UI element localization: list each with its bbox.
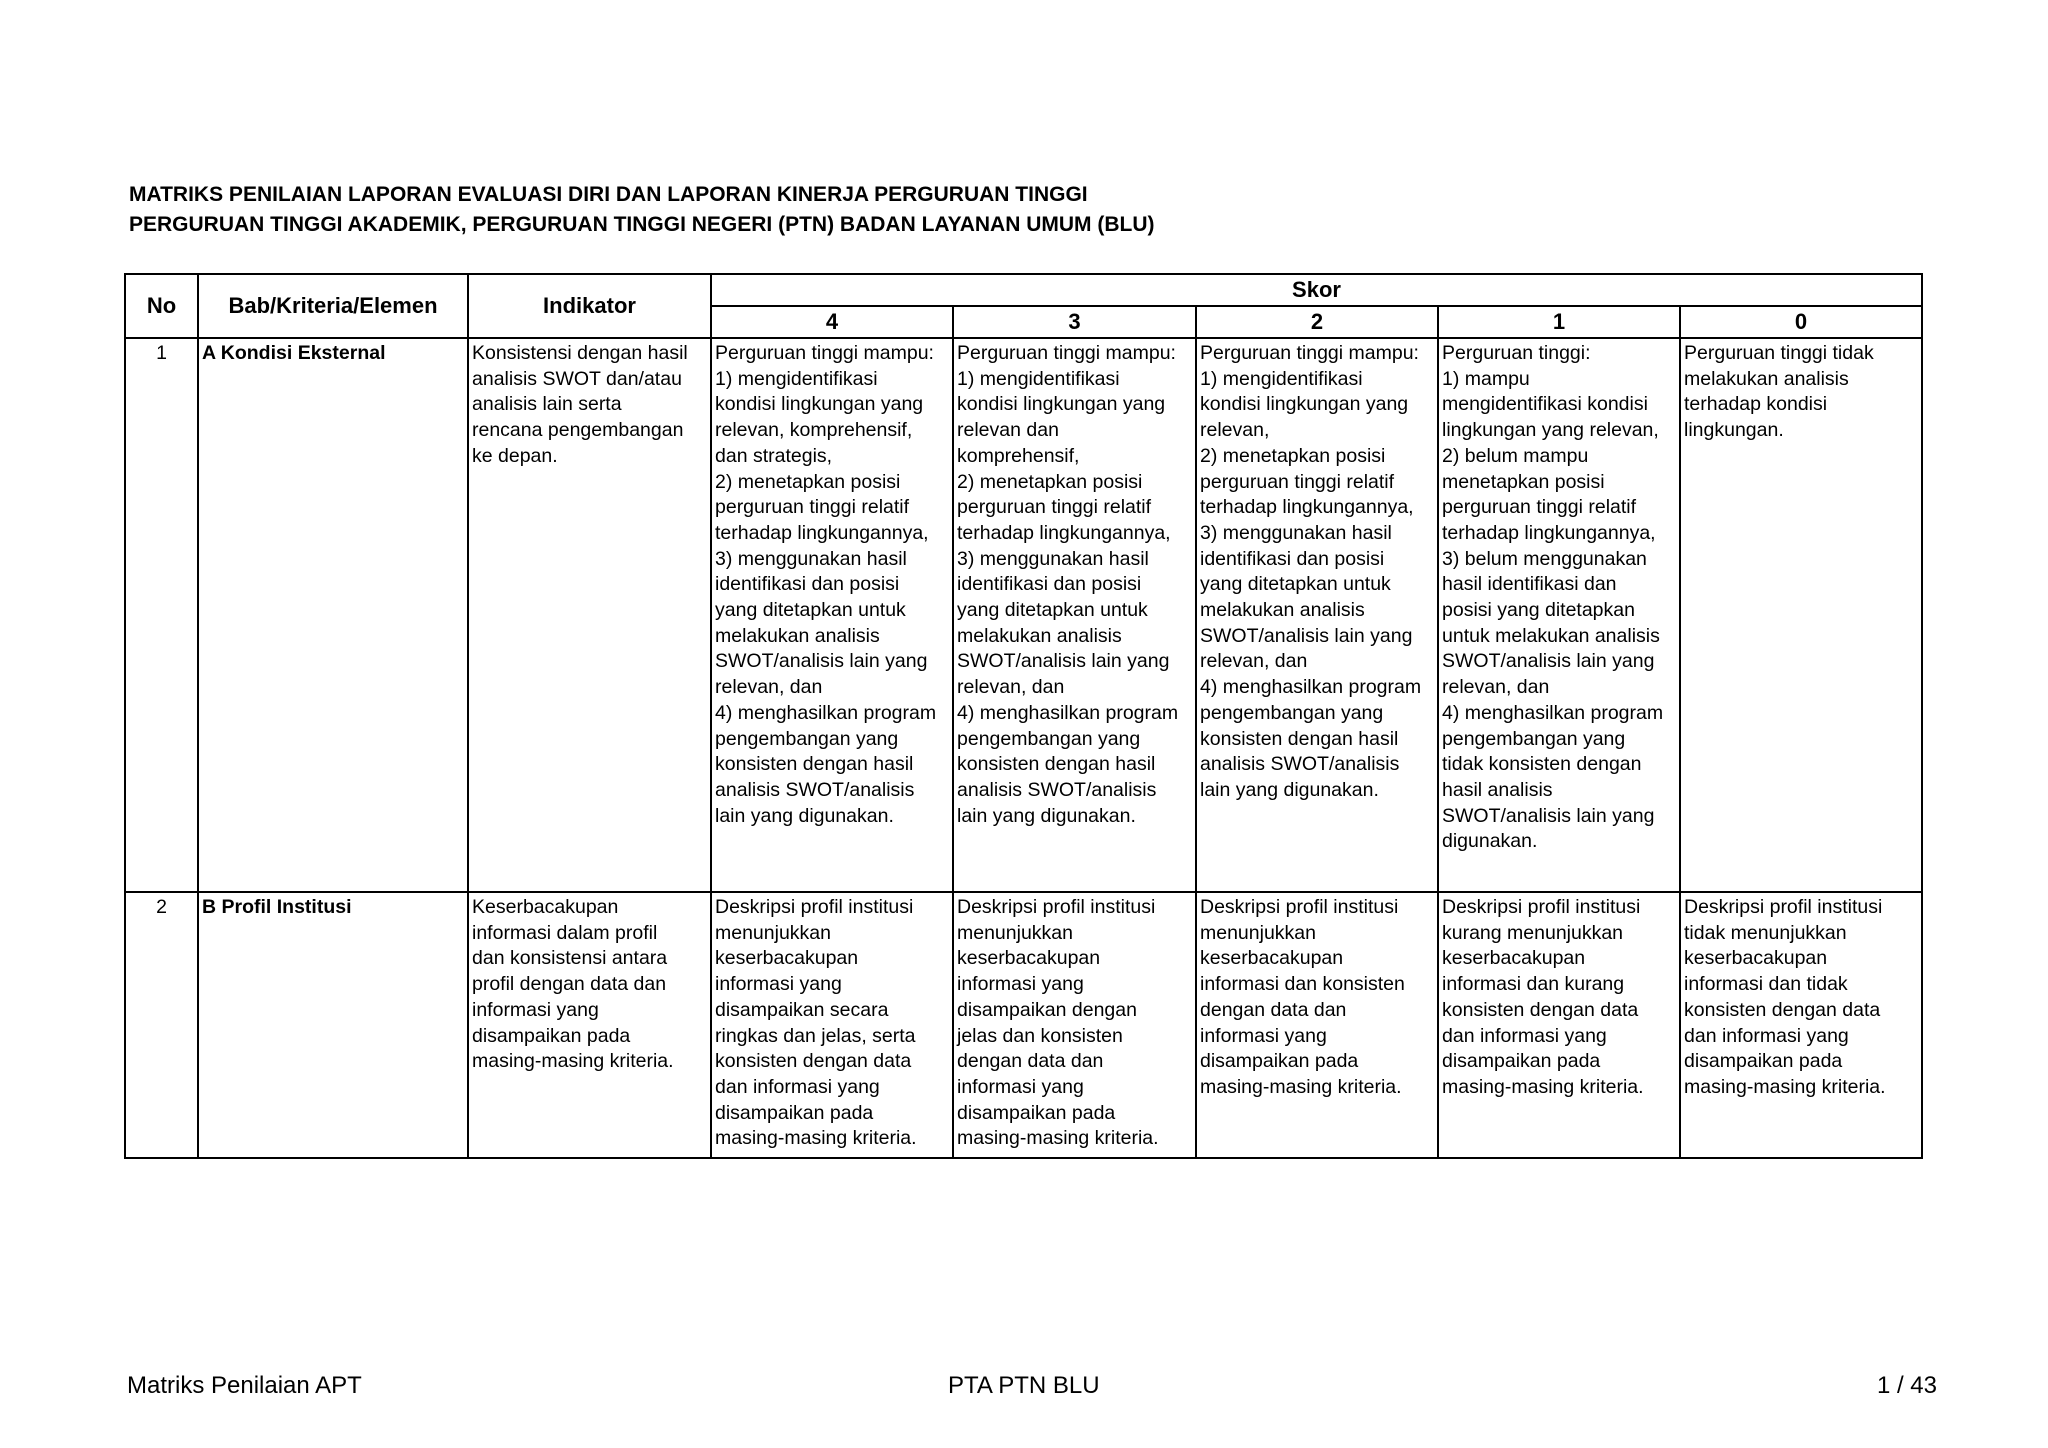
indicator-cell: Konsistensi dengan hasil analisis SWOT dan/atau analisis lain serta rencana pengembangan ke depan. — [468, 338, 711, 892]
score-4-cell: Deskripsi profil institusi menunjukkan keserbacakupan informasi yang disampaikan secara ringkas dan jelas, serta konsisten dengan data dan informasi yang disampaikan pada masing-masing kriteria. — [711, 892, 953, 1158]
score-4-cell: Perguruan tinggi mampu: 1) mengidentifikasi kondisi lingkungan yang relevan, komprehensif, dan strategis, 2) menetapkan posisi perguruan tinggi relatif terhadap lingkungannya, 3) menggunakan hasil identifikasi dan posisi yang ditetapkan untuk melakukan analisis SWOT/analisis lain yang relevan, dan 4) menghasilkan program pengembangan yang konsisten dengan hasil analisis SWOT/analisis lain yang digunakan. — [711, 338, 953, 892]
indicator-cell: Keserbacakupan informasi dalam profil dan konsistensi antara profil dengan data dan informasi yang disampaikan pada masing-masing kriteria. — [468, 892, 711, 1158]
header-no: No — [125, 274, 198, 338]
header-score-3: 3 — [953, 306, 1196, 338]
header-criteria: Bab/Kriteria/Elemen — [198, 274, 468, 338]
footer-center-text: PTA PTN BLU — [948, 1372, 1100, 1399]
score-0-cell: Deskripsi profil institusi tidak menunjukkan keserbacakupan informasi dan tidak konsisten dengan data dan informasi yang disampaikan pada masing-masing kriteria. — [1680, 892, 1922, 1158]
header-row — [125, 274, 1922, 306]
header-score-0: 0 — [1680, 306, 1922, 338]
header-score-1: 1 — [1438, 306, 1680, 338]
assessment-matrix-table — [124, 273, 1923, 1159]
score-2-cell: Perguruan tinggi mampu: 1) mengidentifikasi kondisi lingkungan yang relevan, 2) menetapkan posisi perguruan tinggi relatif terhadap lingkungannya, 3) menggunakan hasil identifikasi dan posisi yang ditetapkan untuk melakukan analisis SWOT/analisis lain yang relevan, dan 4) menghasilkan program pengembangan yang konsisten dengan hasil analisis SWOT/analisis lain yang digunakan. — [1196, 338, 1438, 892]
score-1-cell: Perguruan tinggi: 1) mampu mengidentifikasi kondisi lingkungan yang relevan, 2) belum mampu menetapkan posisi perguruan tinggi relatif terhadap lingkungannya, 3) belum menggunakan hasil identifikasi dan posisi yang ditetapkan untuk melakukan analisis SWOT/analisis lain yang relevan, dan 4) menghasilkan program pengembangan yang tidak konsisten dengan hasil analisis SWOT/analisis lain yang digunakan. — [1438, 338, 1680, 892]
criteria-cell: A Kondisi Eksternal — [198, 338, 468, 892]
table-row — [125, 338, 1922, 892]
row-number: 1 — [125, 338, 198, 892]
row-number: 2 — [125, 892, 198, 1158]
document-title — [129, 180, 1929, 240]
score-1-cell: Deskripsi profil institusi kurang menunjukkan keserbacakupan informasi dan kurang konsisten dengan data dan informasi yang disampaikan pada masing-masing kriteria. — [1438, 892, 1680, 1158]
header-score-4: 4 — [711, 306, 953, 338]
score-2-cell: Deskripsi profil institusi menunjukkan keserbacakupan informasi dan konsisten dengan data dan informasi yang disampaikan pada masing-masing kriteria. — [1196, 892, 1438, 1158]
table-row — [125, 892, 1922, 1158]
footer-left-text: Matriks Penilaian APT — [127, 1372, 362, 1399]
score-3-cell: Deskripsi profil institusi menunjukkan keserbacakupan informasi yang disampaikan dengan jelas dan konsisten dengan data dan informasi yang disampaikan pada masing-masing kriteria. — [953, 892, 1196, 1158]
title-line-1: MATRIKS PENILAIAN LAPORAN EVALUASI DIRI DAN LAPORAN KINERJA PERGURUAN TINGGI — [129, 183, 1088, 206]
header-score: Skor — [711, 274, 1922, 306]
header-indicator: Indikator — [468, 274, 711, 338]
criteria-cell: B Profil Institusi — [198, 892, 468, 1158]
title-line-2: PERGURUAN TINGGI AKADEMIK, PERGURUAN TINGGI NEGERI (PTN) BADAN LAYANAN UMUM (BLU) — [129, 213, 1155, 236]
score-0-cell: Perguruan tinggi tidak melakukan analisis terhadap kondisi lingkungan. — [1680, 338, 1922, 892]
score-3-cell: Perguruan tinggi mampu: 1) mengidentifikasi kondisi lingkungan yang relevan dan komprehensif, 2) menetapkan posisi perguruan tinggi relatif terhadap lingkungannya, 3) menggunakan hasil identifikasi dan posisi yang ditetapkan untuk melakukan analisis SWOT/analisis lain yang relevan, dan 4) menghasilkan program pengembangan yang konsisten dengan hasil analisis SWOT/analisis lain yang digunakan. — [953, 338, 1196, 892]
page-number: 1 / 43 — [1876, 1372, 1937, 1399]
header-score-2: 2 — [1196, 306, 1438, 338]
